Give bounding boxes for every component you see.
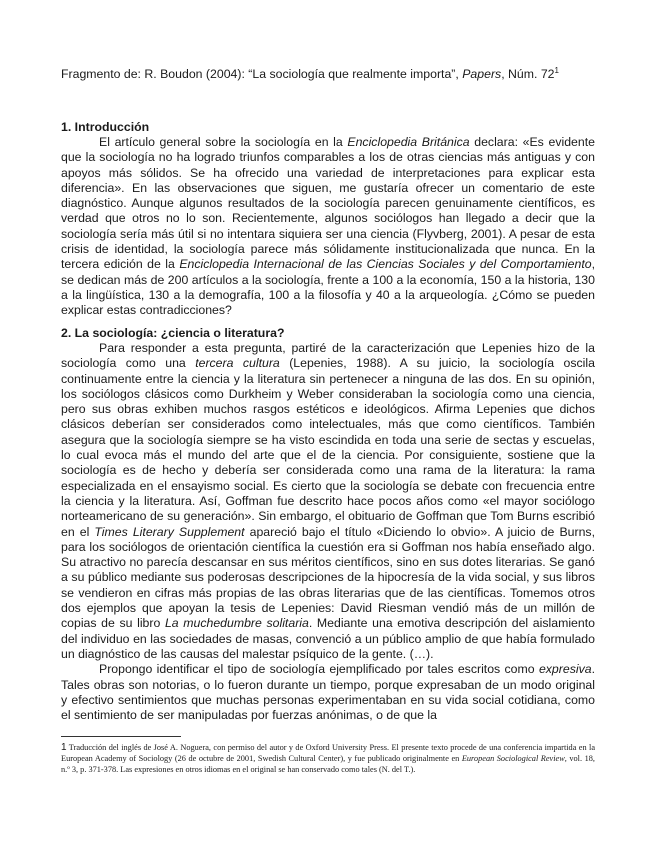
footnote-divider <box>61 736 181 737</box>
section-heading: 1. Introducción <box>61 120 150 134</box>
section-heading: 2. La sociología: ¿ciencia o literatura? <box>61 326 285 340</box>
footnote: 1 Traducción del inglés de José A. Noguera, con permiso del autor y de Oxford University Press. El presente texto procede de una conferencia impartida en la European Academy of Sociology (26 de octubre de 2001, Swedish Cultural Center), y fue publicado originalmente en European Sociological Review, vol. 18, n.º 3, p. 371-378. Las expresiones en otros idiomas en el original se han conservado como tales (N. del T.). <box>61 742 595 774</box>
source-citation: Fragmento de: R. Boudon (2004): “La sociología que realmente importa”, Papers, Núm. $72^1$ <box>61 66 559 81</box>
journal-title: Papers <box>462 67 502 81</box>
footnote-number: 1 <box>61 742 67 753</box>
section-ciencia-o-literatura <box>61 326 595 723</box>
footnote-ref[interactable]: 1 <box>554 66 559 75</box>
paragraph: Para responder a esta pregunta, partiré de la caracterización que Lepenies hizo de la sociología como una tercera cultura (Lepenies, 1988). A su juicio, la sociología oscila continuamente entre la ciencia y la literatura sin pertenecer a ninguna de las dos. En su opinión, los sociólogos clásicos como Durkheim y Weber consideraban la sociología como una ciencia, pero sus obras exhiben muchos rasgos estéticos e ideológicos. Afirma Lepenies que dichos clásicos deberían ser considerados como intelectuales, más que como científicos. También asegura que la sociología siempre se ha visto escindida en toda una serie de sectas y escuelas, lo cual evoca más el mundo del arte que el de la ciencia. Por consiguiente, sostiene que la sociología es de hecho y debería ser considerada como una rama de la literatura: la rama especializada en el ensayismo social. Es cierto que la sociología se debate con frecuencia entre la ciencia y la literatura. Así, Goffman fue descrito hace pocos años como «el mayor sociólogo norteamericano de su generación». Sin embargo, el obituario de Goffman que Tom Burns escribió en el Times Literary Supplement apareció bajo el título «Diciendo lo obvio». A juicio de Burns, para los sociólogos de orientación científica la cuestión era si Goffman nos había enseñado algo. Su atractivo no parecía descansar en sus méritos científicos, sino en sus dotes literarias. Se ganó a su público mediante sus poderosas descripciones de la hipocresía de la vida social, y sus libros se vendieron en cifras más propias de las obras literarias que de las científicas. Tomemos otros dos ejemplos que apoyan la tesis de Lepenies: David Riesman vendió más de un millón de copias de su libro La muchedumbre solitaria. Mediante una emotiva descripción del aislamiento del individuo en las sociedades de masas, convenció a un público amplio de que había formulado un diagnóstico de las causas del malestar psíquico de la gente. (…). <box>61 341 595 661</box>
paragraph: Propongo identificar el tipo de sociología ejemplificado por tales escritos como expresiva. Tales obras son notorias, o lo fueron durante un tiempo, porque expresaban de un modo original y efectivo sentimientos que muchas personas experimentaban en su vida social cotidiana, como el sentimiento de ser manipuladas por fuerzas anónimas, o de que la <box>61 662 595 723</box>
paragraph: El artículo general sobre la sociología en la Enciclopedia Británica declara: «Es evidente que la sociología no ha logrado triunfos comparables a los de otras ciencias más antiguas y con apoyos más sólidos. Se ha ofrecido una variedad de interpretaciones para explicar esta diferencia». En las observaciones que siguen, me gustaría ofrecer un comentario de este diagnóstico. Aunque algunos resultados de la sociología parecen genuinamente científicos, es verdad que otros no lo son. Recientemente, algunos sociólogos han llegado a decir que la sociología sería más útil si no intentara siquiera ser una ciencia (Flyvberg, 2001). A pesar de esta crisis de identidad, la sociología parece más sólidamente institucionalizada que nunca. En la tercera edición de la Enciclopedia Internacional de las Ciencias Sociales y del Comportamiento, se dedican más de 200 artículos a la sociología, frente a 100 a la economía, 150 a la historia, 130 a la lingüística, 130 a la demografía, 100 a la filosofía y 40 a la arqueología. ¿Cómo se pueden explicar estas contradicciones? <box>61 135 596 318</box>
section-introduccion <box>61 120 595 319</box>
